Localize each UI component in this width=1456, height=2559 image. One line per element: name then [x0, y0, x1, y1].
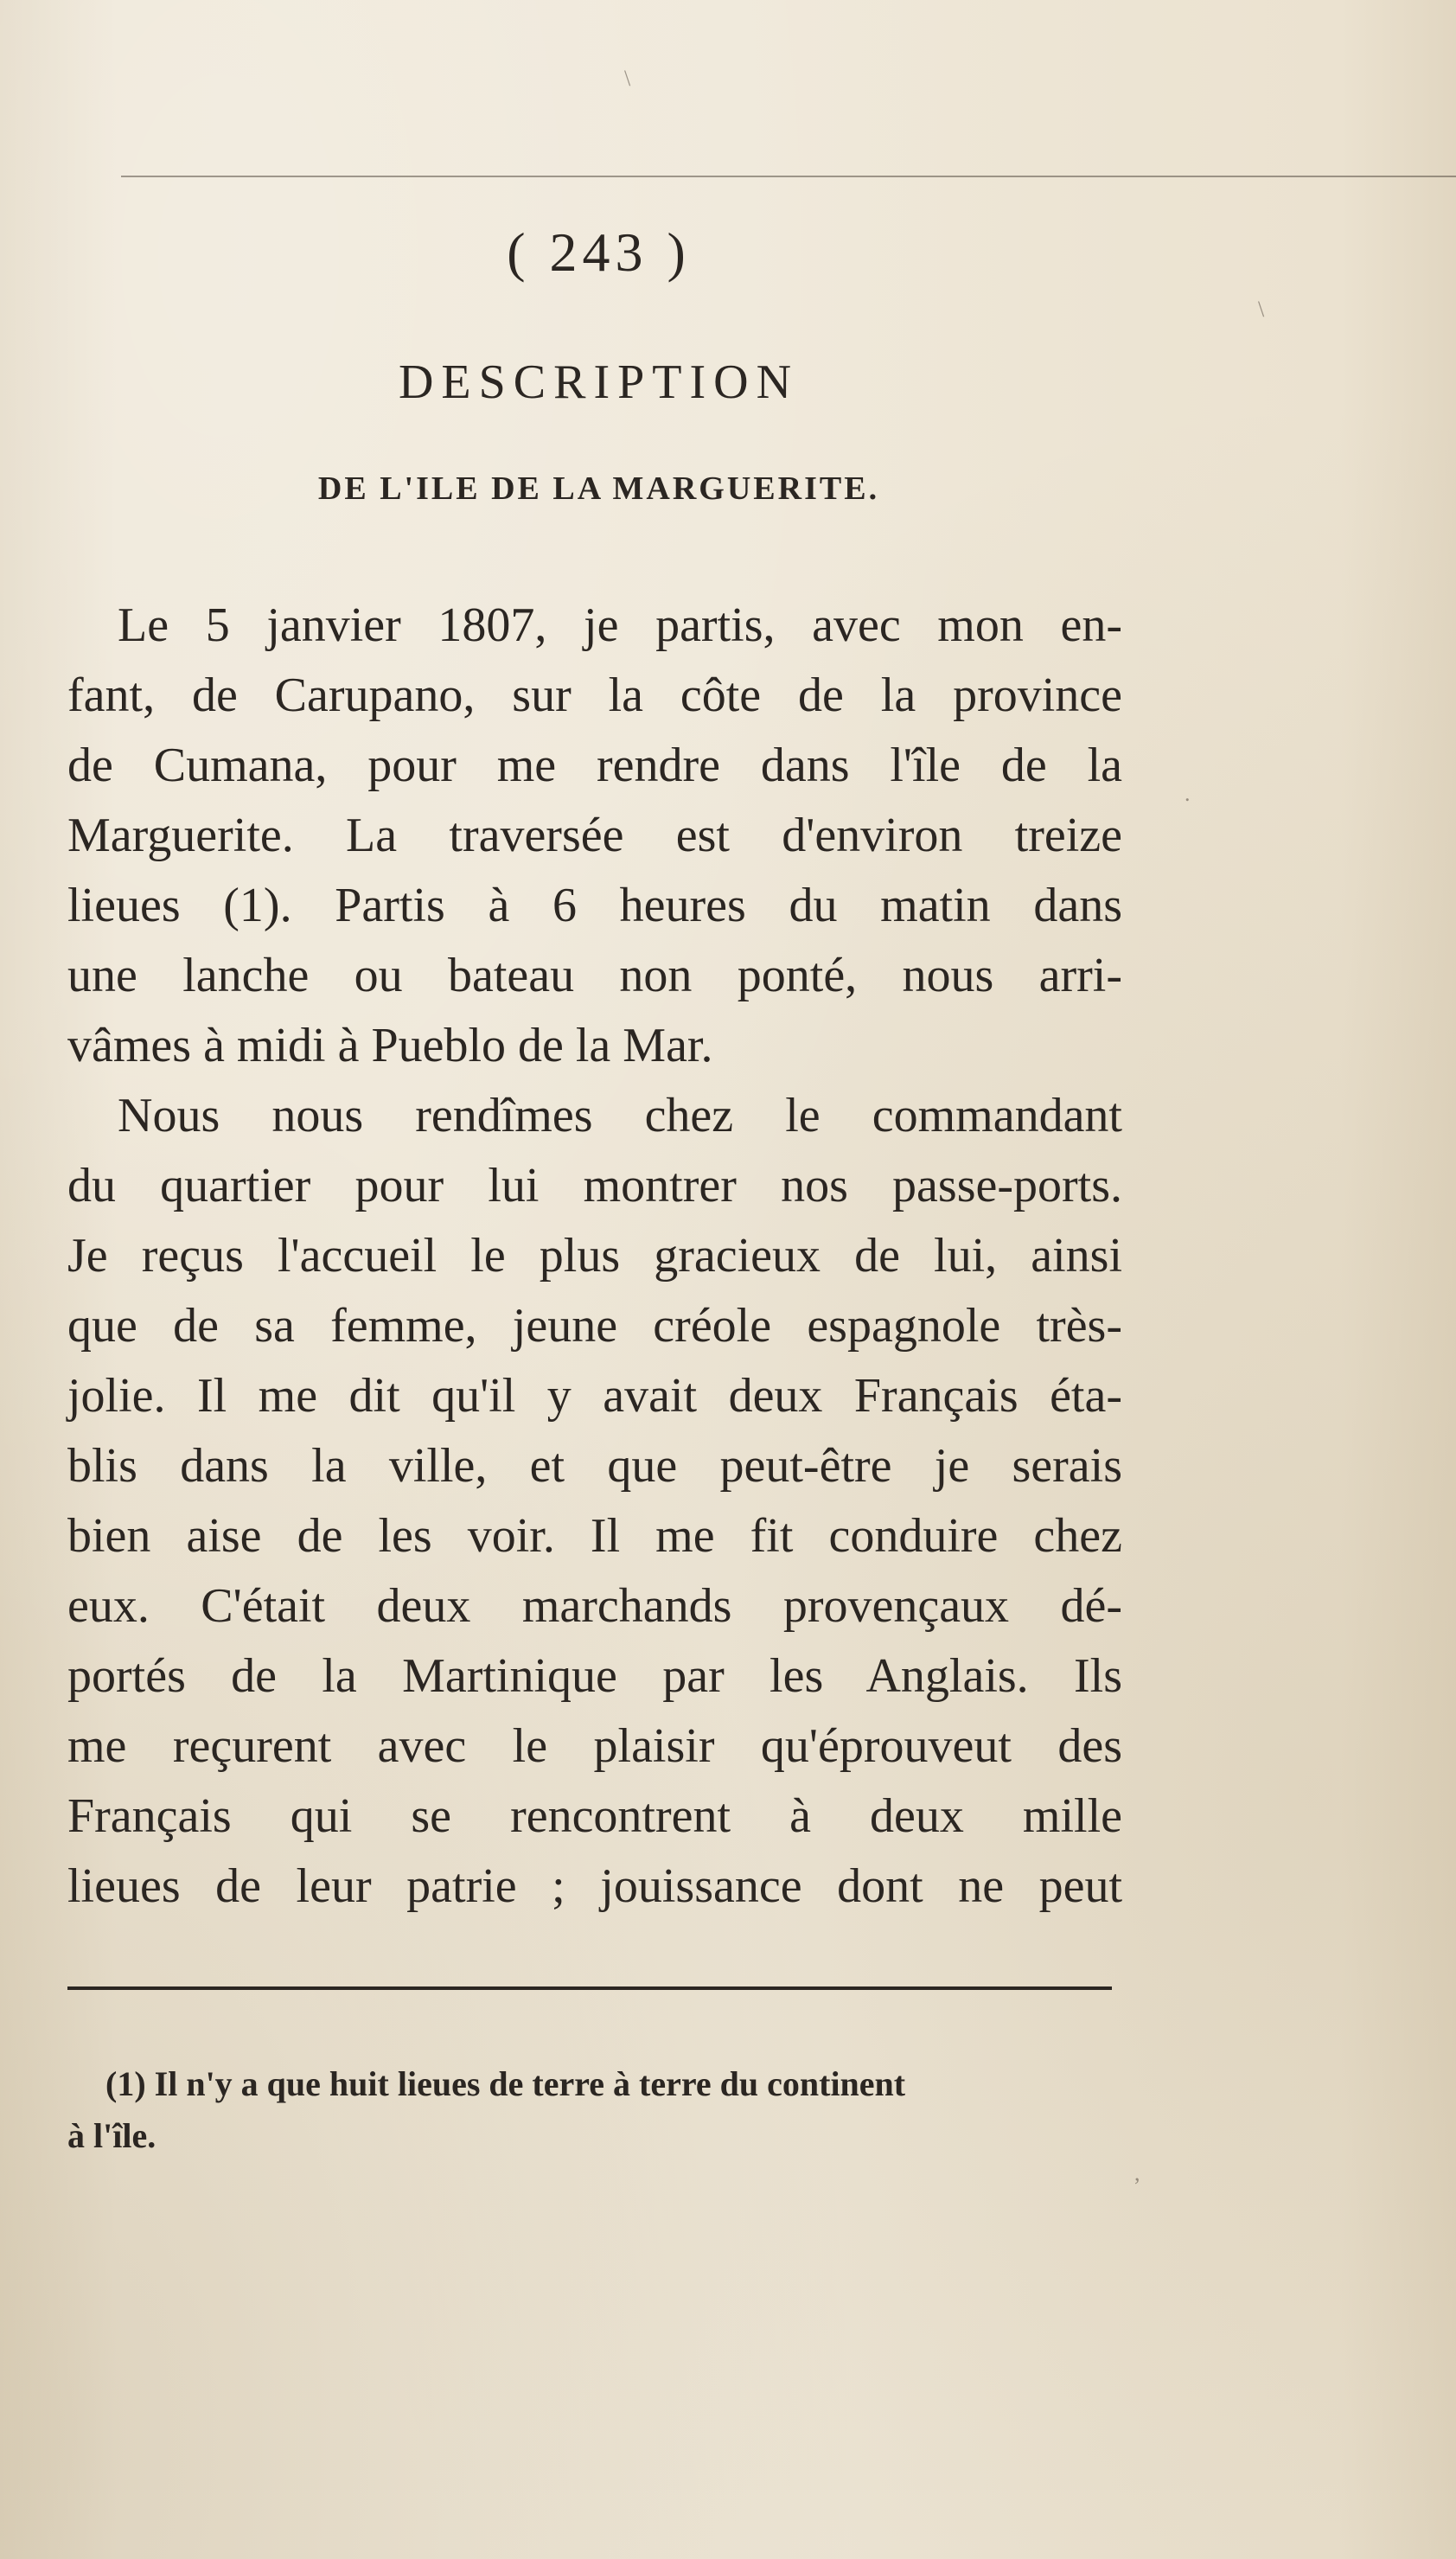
- chapter-subtitle: DE L'ILE DE LA MARGUERITE.: [317, 470, 880, 507]
- paper-mark: \: [624, 66, 631, 91]
- footnote-line: à l'île.: [67, 2116, 156, 2155]
- text-line: que de sa femme, jeune créole espagnole très-: [67, 1299, 1122, 1353]
- paper-mark: ,: [1134, 2160, 1140, 2185]
- text-line: Français qui se rencontrent à deux mille: [67, 1789, 1122, 1843]
- text-line: blis dans la ville, et que peut-être je serais: [67, 1439, 1122, 1493]
- paper-mark: \: [1258, 297, 1265, 322]
- text-line: du quartier pour lui montrer nos passe-ports.: [67, 1159, 1122, 1212]
- text-line: fant, de Carupano, sur la côte de la province: [67, 669, 1122, 722]
- text-line: eux. C'était deux marchands provençaux dé-: [67, 1579, 1122, 1633]
- text-line: jolie. Il me dit qu'il y avait deux Français éta-: [67, 1369, 1122, 1423]
- text-line: une lanche ou bateau non ponté, nous arri-: [67, 949, 1122, 1002]
- text-line: lieues (1). Partis à 6 heures du matin dans: [67, 879, 1122, 932]
- footnote: [67, 2058, 1127, 2162]
- text-line: Marguerite. La traversée est d'environ treize: [67, 809, 1122, 862]
- text-line: portés de la Martinique par les Anglais. Ils: [67, 1649, 1122, 1703]
- text-line: me reçurent avec le plaisir qu'éprouveut des: [67, 1719, 1122, 1773]
- page-number: ( 243 ): [507, 221, 691, 283]
- text-line: lieues de leur patrie ; jouissance dont ne peut: [67, 1859, 1122, 1913]
- footnote-line: (1) Il n'y a que huit lieues de terre à terre du continent: [105, 2064, 906, 2103]
- text-line: Nous nous rendîmes chez le commandant: [118, 1089, 1122, 1142]
- text-line: de Cumana, pour me rendre dans l'île de la: [67, 739, 1122, 792]
- body-text: [67, 591, 1122, 1922]
- text-line: bien aise de les voir. Il me fit conduire chez: [67, 1509, 1122, 1563]
- text-line: Le 5 janvier 1807, je partis, avec mon en-: [118, 598, 1122, 652]
- footnote-rule: [67, 1986, 1112, 1990]
- top-page-edge-line: [121, 176, 1456, 177]
- text-line: vâmes à midi à Pueblo de la Mar.: [67, 1019, 713, 1072]
- text-line: Je reçus l'accueil le plus gracieux de lui, ainsi: [67, 1229, 1122, 1283]
- paper-mark: .: [1185, 781, 1191, 806]
- chapter-title: DESCRIPTION: [398, 355, 800, 409]
